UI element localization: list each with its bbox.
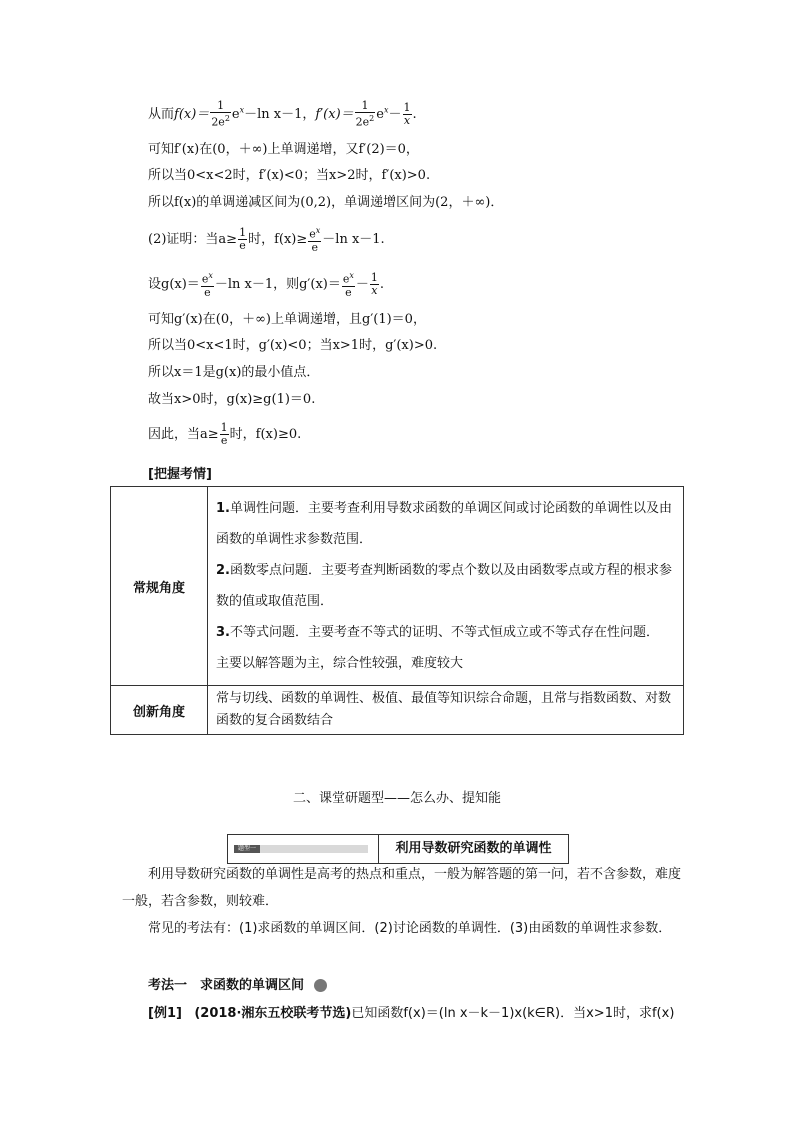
proof-line-8: 所以当0<x<1时，g′(x)<0；当x>1时，g′(x)>0. bbox=[148, 338, 438, 353]
denominator: e bbox=[220, 434, 228, 447]
item-text: 单调性问题．主要考查利用导数求函数的单调区间或讨论函数的单调性以及由函数的单调性求参数范围． bbox=[216, 501, 672, 547]
summary-text: 主要以解答题为主，综合性较强，难度较大 bbox=[216, 656, 464, 671]
method-title-text: 考法一 求函数的单调区间 bbox=[148, 978, 305, 993]
text: 从而 bbox=[148, 106, 175, 122]
fraction bbox=[355, 100, 376, 129]
superscript: x bbox=[383, 105, 389, 115]
table-row bbox=[111, 686, 684, 735]
text: e bbox=[201, 272, 209, 286]
text: －ln x－1. bbox=[322, 231, 385, 247]
exam-analysis-table bbox=[110, 486, 684, 735]
fraction bbox=[238, 227, 247, 252]
example-source: (2018·湘东五校联考节选) bbox=[194, 1006, 352, 1021]
denominator bbox=[355, 113, 376, 129]
text: (2)证明：当a≥ bbox=[148, 231, 238, 247]
grasp-heading: [把握考情] bbox=[148, 467, 212, 482]
item-number: 2. bbox=[216, 563, 230, 578]
text: f′(x)＝ bbox=[315, 106, 354, 122]
numerator: 1 bbox=[403, 100, 411, 114]
proof-line-7: 可知g′(x)在(0，＋∞)上单调递增，且g′(1)＝0， bbox=[148, 312, 426, 327]
topic-banner bbox=[227, 834, 569, 864]
denominator: e bbox=[311, 240, 319, 254]
list-item bbox=[216, 617, 675, 648]
text: e bbox=[231, 106, 240, 122]
superscript: 2 bbox=[224, 114, 230, 123]
table-row bbox=[111, 487, 684, 686]
text: 因此，当a≥ bbox=[148, 427, 219, 442]
text: －ln x－1，则g′(x)＝ bbox=[214, 276, 341, 292]
denominator: e bbox=[345, 285, 352, 299]
paragraph-text: 常见的考法有：(1)求函数的单调区间．(2)讨论函数的单调性．(3)由函数的单调性求参数． bbox=[148, 921, 672, 936]
proof-line-2: 可知f′(x)在(0，＋∞)上单调递增，又f′(2)＝0， bbox=[148, 142, 419, 157]
numerator bbox=[342, 270, 355, 287]
numerator bbox=[308, 225, 321, 242]
circle-dot-icon bbox=[314, 979, 327, 992]
proof-line-3: 所以当0<x<2时，f′(x)<0；当x>2时，f′(x)>0. bbox=[148, 168, 431, 183]
row-content-innovative: 常与切线、函数的单调性、极值、最值等知识综合命题，且常与指数函数、对数函数的复合函数结合 bbox=[208, 686, 684, 735]
text: e bbox=[342, 272, 350, 286]
proof-line-11 bbox=[148, 422, 301, 447]
item-number: 1. bbox=[216, 501, 230, 516]
text: f(x)＝ bbox=[174, 106, 210, 122]
banner-decoration bbox=[228, 835, 379, 863]
numerator bbox=[201, 270, 214, 287]
text: － bbox=[355, 276, 369, 292]
text: . bbox=[379, 276, 385, 292]
text: e bbox=[309, 227, 316, 241]
text: . bbox=[412, 106, 417, 122]
superscript: x bbox=[315, 226, 321, 235]
paragraph-1 bbox=[122, 861, 682, 915]
superscript: x bbox=[239, 105, 245, 115]
numerator: 1 bbox=[210, 100, 231, 113]
superscript: 2 bbox=[369, 114, 375, 123]
proof-line-5 bbox=[148, 225, 385, 254]
denominator: e bbox=[239, 238, 246, 252]
text: 2e bbox=[355, 115, 370, 129]
numerator: 1 bbox=[239, 225, 247, 239]
proof-line-4: 所以f(x)的单调递减区间为(0,2)，单调递增区间为(2，＋∞)． bbox=[148, 195, 504, 210]
fraction bbox=[308, 225, 321, 254]
list-item bbox=[216, 555, 675, 617]
item-text: 不等式问题．主要考查不等式的证明、不等式恒成立或不等式存在性问题． bbox=[229, 625, 659, 640]
numerator: 1 bbox=[220, 421, 228, 434]
text: －ln x－1， bbox=[244, 106, 316, 122]
section-title: 二、课堂研题型——怎么办、提知能 bbox=[292, 791, 501, 806]
text: e bbox=[376, 106, 384, 122]
text: 时，f(x)≥0. bbox=[229, 427, 302, 442]
proof-line-1 bbox=[148, 100, 417, 129]
fraction bbox=[342, 270, 355, 299]
row-label-innovative: 创新角度 bbox=[111, 686, 208, 735]
fraction bbox=[210, 100, 231, 129]
numerator: 1 bbox=[370, 270, 378, 284]
example-text: 已知函数f(x)＝(ln x－k－1)x(k∈R)．当x>1时，求f(x) bbox=[351, 1006, 675, 1021]
method-title bbox=[148, 974, 327, 993]
proof-line-10: 故当x>0时，g(x)≥g(1)＝0. bbox=[148, 392, 316, 407]
item-text: 函数零点问题．主要考查判断函数的零点个数以及由函数零点或方程的根求参数的值或取值范围． bbox=[216, 563, 672, 609]
item-number: 3. bbox=[216, 625, 230, 640]
row-content-conventional bbox=[208, 487, 684, 686]
denominator: e bbox=[204, 285, 211, 299]
paragraph-text: 利用导数研究函数的单调性是高考的热点和重点，一般为解答题的第一问，若不含参数，难度一般，若含参数，则较难． bbox=[122, 867, 682, 909]
text: 时，f(x)≥ bbox=[248, 231, 308, 247]
text: 2e bbox=[211, 115, 225, 129]
proof-line-6 bbox=[148, 270, 384, 299]
banner-title: 利用导数研究函数的单调性 bbox=[395, 841, 552, 856]
text: 设g(x)＝ bbox=[148, 276, 200, 292]
fraction bbox=[220, 422, 229, 447]
fraction bbox=[370, 272, 379, 297]
row-label-conventional: 常规角度 bbox=[111, 487, 208, 686]
superscript: x bbox=[349, 271, 354, 280]
text: － bbox=[388, 106, 402, 122]
example-1 bbox=[148, 1002, 674, 1021]
denominator: x bbox=[371, 283, 378, 297]
example-label: [例1] bbox=[148, 1006, 182, 1021]
denominator bbox=[210, 113, 231, 129]
banner-tag: 题型一 bbox=[234, 845, 260, 853]
list-item bbox=[216, 493, 675, 555]
superscript: x bbox=[208, 271, 213, 280]
fraction bbox=[201, 270, 214, 299]
paragraph-2 bbox=[122, 915, 682, 942]
numerator: 1 bbox=[355, 100, 376, 113]
fraction bbox=[403, 102, 412, 127]
proof-line-9: 所以x＝1是g(x)的最小值点． bbox=[148, 365, 320, 380]
denominator: x bbox=[403, 113, 411, 127]
